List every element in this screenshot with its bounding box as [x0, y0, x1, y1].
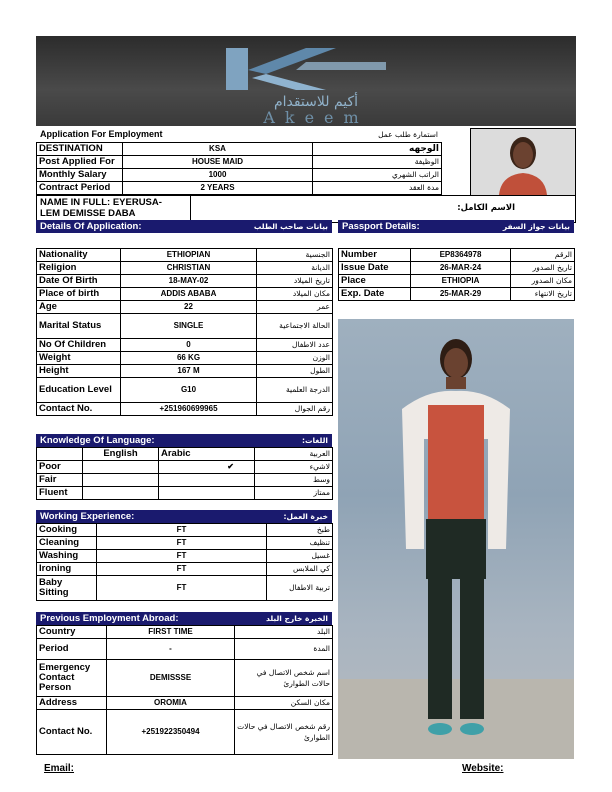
details-1-label: Religion [37, 262, 121, 275]
passport-1-label: Issue Date [339, 262, 411, 275]
work-0-label: Cooking [37, 524, 97, 537]
table-row [339, 288, 575, 301]
table-row [37, 301, 333, 314]
language-rows-1-label: Fair [37, 474, 83, 487]
passport-2-ar: مكان الصدور [511, 275, 575, 288]
sections-work_ar: خبرة العمل: [283, 512, 328, 521]
passport-3-value: 25-MAR-29 [411, 288, 511, 301]
details-6-label: No Of Children [37, 339, 121, 352]
table-row [37, 576, 333, 601]
table-row [37, 249, 333, 262]
details-7-value: 66 KG [121, 352, 257, 365]
passport-2-label: Place [339, 275, 411, 288]
details-2-label: Date Of Birth [37, 275, 121, 288]
table-row [37, 339, 333, 352]
language-rows-1-ar: وسط [255, 474, 333, 487]
name-label: NAME IN FULL: [40, 197, 111, 208]
salary-label: Monthly Salary [37, 169, 123, 182]
prev-0-value: FIRST TIME [107, 626, 235, 639]
passport-2-value: ETHIOPIA [411, 275, 511, 288]
table-row [37, 524, 333, 537]
table-row [37, 352, 333, 365]
sections-work_en: Working Experience: [40, 511, 135, 522]
contract-value: 2 YEARS [123, 182, 313, 195]
details-6-ar: عدد الاطفال [257, 339, 333, 352]
applicant-portrait-photo [470, 128, 576, 196]
prev-2-ar: اسم شخص الاتصال في حالات الطوارئ [235, 660, 333, 697]
details-header [36, 220, 332, 233]
language-rows-0-english [83, 461, 159, 474]
full-body-figure-icon [338, 319, 574, 759]
salary-ar: الراتب الشهري [313, 169, 442, 182]
table-row [37, 156, 442, 169]
work-2-label: Washing [37, 550, 97, 563]
contract-ar: مدة العقد [313, 182, 442, 195]
work-4-ar: تربية الاطفال [267, 576, 333, 601]
details-5-value: SINGLE [121, 314, 257, 339]
work-1-label: Cleaning [37, 537, 97, 550]
details-table [36, 248, 333, 416]
work-table [36, 523, 333, 601]
sections-language_ar: اللغات: [301, 436, 328, 445]
work-4-label: Baby Sitting [37, 576, 97, 601]
table-row [37, 697, 333, 710]
language-rows-0-label: Poor [37, 461, 83, 474]
table-row [37, 563, 333, 576]
footer-website[interactable]: Website: [462, 763, 504, 774]
details-0-ar: الجنسية [257, 249, 333, 262]
destination-ar: الوجهه [313, 143, 442, 156]
name-ar: الاسم الكامل: [457, 203, 515, 213]
passport-header [338, 220, 574, 233]
arabic-poor-check: ✔ [159, 461, 255, 474]
details-10-label: Contact No. [37, 403, 121, 416]
contract-label: Contract Period [37, 182, 123, 195]
details-2-ar: تاريخ الميلاد [257, 275, 333, 288]
prev-4-label: Contact No. [37, 710, 107, 755]
details-0-value: ETHIOPIAN [121, 249, 257, 262]
table-row [37, 710, 333, 755]
details-0-label: Nationality [37, 249, 121, 262]
passport-3-label: Exp. Date [339, 288, 411, 301]
table-row [339, 249, 575, 262]
details-3-ar: مكان الميلاد [257, 288, 333, 301]
language-rows-0-ar: لاشيء [255, 461, 333, 474]
sections-language_en: Knowledge Of Language: [40, 435, 155, 446]
prev-3-value: OROMIA [107, 697, 235, 710]
work-2-ar: غسيل [267, 550, 333, 563]
table-row [37, 275, 333, 288]
table-row [37, 487, 333, 500]
table-row [37, 474, 333, 487]
details-4-value: 22 [121, 301, 257, 314]
details-9-label: Education Level [37, 378, 121, 403]
details-8-value: 167 M [121, 365, 257, 378]
language-col_en: English [83, 448, 159, 461]
language-rows-1-arabic [159, 474, 255, 487]
prev-1-label: Period [37, 639, 107, 660]
passport-1-value: 26-MAR-24 [411, 262, 511, 275]
language-rows-2-label: Fluent [37, 487, 83, 500]
header-banner [36, 36, 576, 126]
details-7-label: Weight [37, 352, 121, 365]
prev-0-ar: البلد [235, 626, 333, 639]
details-3-value: ADDIS ABABA [121, 288, 257, 301]
post-label: Post Applied For [37, 156, 123, 169]
top-info-table [36, 142, 442, 195]
prev-employment-header [36, 612, 332, 625]
prev-2-label: Emergency Contact Person [37, 660, 107, 697]
destination-value: KSA [123, 143, 313, 156]
language-header [36, 434, 332, 447]
table-row [37, 365, 333, 378]
language-rows-1-english [83, 474, 159, 487]
work-3-label: Ironing [37, 563, 97, 576]
passport-3-ar: تاريخ الانتهاء [511, 288, 575, 301]
language-col_ar: Arabic [159, 448, 255, 461]
table-row [37, 143, 442, 156]
table-row [37, 378, 333, 403]
passport-0-ar: الرقم [511, 249, 575, 262]
table-row [339, 262, 575, 275]
language-rows-2-english [83, 487, 159, 500]
post-value: HOUSE MAID [123, 156, 313, 169]
details-1-value: CHRISTIAN [121, 262, 257, 275]
table-row [37, 314, 333, 339]
details-1-ar: الديانة [257, 262, 333, 275]
work-1-ar: تنظيف [267, 537, 333, 550]
passport-1-ar: تاريخ الصدور [511, 262, 575, 275]
table-row [37, 660, 333, 697]
work-0-value: FT [97, 524, 267, 537]
work-3-ar: كي الملابس [267, 563, 333, 576]
name-label-line1 [40, 197, 162, 208]
sections-prev_ar: الخبرة خارج البلد [266, 614, 328, 623]
post-ar: الوظيفة [313, 156, 442, 169]
sections-details_ar: بيانات صاحب الطلب [253, 222, 328, 231]
details-4-ar: عمر [257, 301, 333, 314]
details-2-value: 18-MAY-02 [121, 275, 257, 288]
form-title-ar: استمارة طلب عمل [378, 130, 438, 139]
table-row [37, 403, 333, 416]
language-rows-2-ar: ممتاز [255, 487, 333, 500]
table-row [37, 288, 333, 301]
name-value-line2: LEM DEMISSE DABA [40, 208, 136, 219]
details-6-value: 0 [121, 339, 257, 352]
details-5-label: Marital Status [37, 314, 121, 339]
work-2-value: FT [97, 550, 267, 563]
details-10-value: +251960699965 [121, 403, 257, 416]
prev-3-ar: مكان السكن [235, 697, 333, 710]
prev-employment-table [36, 625, 333, 755]
table-row [339, 275, 575, 288]
passport-0-label: Number [339, 249, 411, 262]
passport-table [338, 248, 575, 301]
details-10-ar: رقم الجوال [257, 403, 333, 416]
prev-4-ar: رقم شخص الاتصال في حالات الطوارئ [235, 710, 333, 755]
prev-4-value: +251922350494 [107, 710, 235, 755]
language-rows-2-arabic [159, 487, 255, 500]
portrait-figure-icon [471, 129, 575, 195]
work-0-ar: طبخ [267, 524, 333, 537]
details-7-ar: الوزن [257, 352, 333, 365]
prev-3-label: Address [37, 697, 107, 710]
language-col_ar_label: العربية [255, 448, 333, 461]
work-4-value: FT [97, 576, 267, 601]
prev-0-label: Country [37, 626, 107, 639]
table-row [37, 262, 333, 275]
prev-1-ar: المدة [235, 639, 333, 660]
details-9-ar: الدرجة العلمية [257, 378, 333, 403]
prev-2-value: DEMISSSE [107, 660, 235, 697]
logo-arabic-text: أكيم للاستقدام [273, 94, 359, 110]
table-row [37, 461, 333, 474]
table-row [37, 448, 333, 461]
company-logo-icon [186, 44, 426, 94]
details-5-ar: الحالة الاجتماعية [257, 314, 333, 339]
sections-passport_ar: بيانات جواز السفر [502, 222, 570, 231]
table-row [37, 537, 333, 550]
passport-0-value: EP8364978 [411, 249, 511, 262]
destination-label: DESTINATION [37, 143, 123, 156]
details-8-label: Height [37, 365, 121, 378]
sections-prev_en: Previous Employment Abroad: [40, 613, 179, 624]
work-header [36, 510, 332, 523]
applicant-full-body-photo [338, 319, 574, 759]
work-1-value: FT [97, 537, 267, 550]
sections-passport_en: Passport Details: [342, 221, 420, 232]
salary-value: 1000 [123, 169, 313, 182]
sections-details_en: Details Of Application: [40, 221, 142, 232]
table-row [37, 550, 333, 563]
logo-english-text: Akeem [263, 108, 369, 126]
work-3-value: FT [97, 563, 267, 576]
details-4-label: Age [37, 301, 121, 314]
table-row [37, 169, 442, 182]
footer-email[interactable]: Email: [44, 763, 75, 774]
name-value-line1: EYERUSA- [112, 197, 162, 208]
form-title-en: Application For Employment [40, 129, 163, 139]
details-9-value: G10 [121, 378, 257, 403]
table-row [37, 182, 442, 195]
table-row [37, 626, 333, 639]
prev-1-value: - [107, 639, 235, 660]
table-row [37, 639, 333, 660]
details-3-label: Place of birth [37, 288, 121, 301]
details-8-ar: الطول [257, 365, 333, 378]
language-table [36, 447, 333, 500]
